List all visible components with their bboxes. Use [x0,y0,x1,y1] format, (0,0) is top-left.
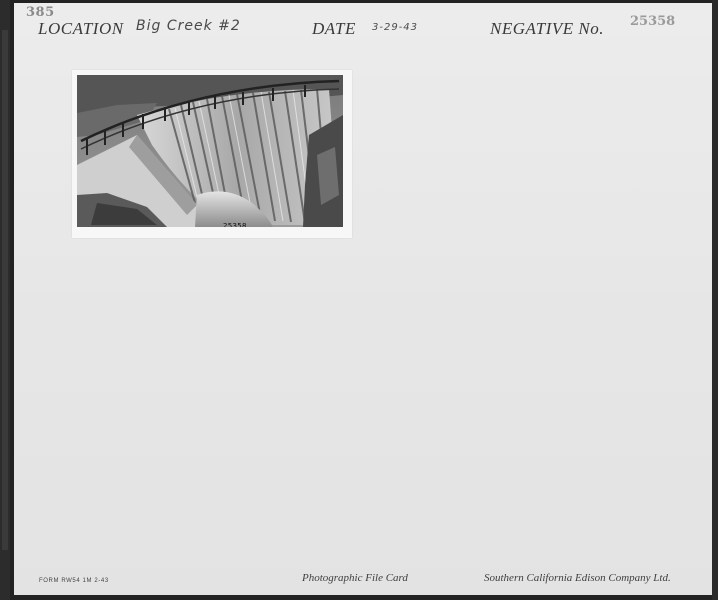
location-value: Big Creek #2 [136,18,241,34]
form-code: FORM RW54 1M 2-43 [39,578,109,584]
card-number: 385 [26,5,55,20]
dam-spillway-photo [77,75,343,227]
negative-label: NEGATIVE No. [490,19,604,38]
photo-mount [72,70,352,238]
date-value: 3-29-43 [372,22,419,33]
company-name: Southern California Edison Company Ltd. [484,572,671,584]
dam-photo-icon [77,75,343,227]
photo-print-number: 25358 [223,222,247,227]
card-title: Photographic File Card [302,572,408,584]
file-card [14,3,712,595]
location-label: LOCATION [38,19,124,38]
negative-number: 25358 [630,14,676,29]
scanner-left-edge [0,0,10,600]
date-label: DATE [312,19,356,38]
scanner-right-edge [712,0,718,600]
